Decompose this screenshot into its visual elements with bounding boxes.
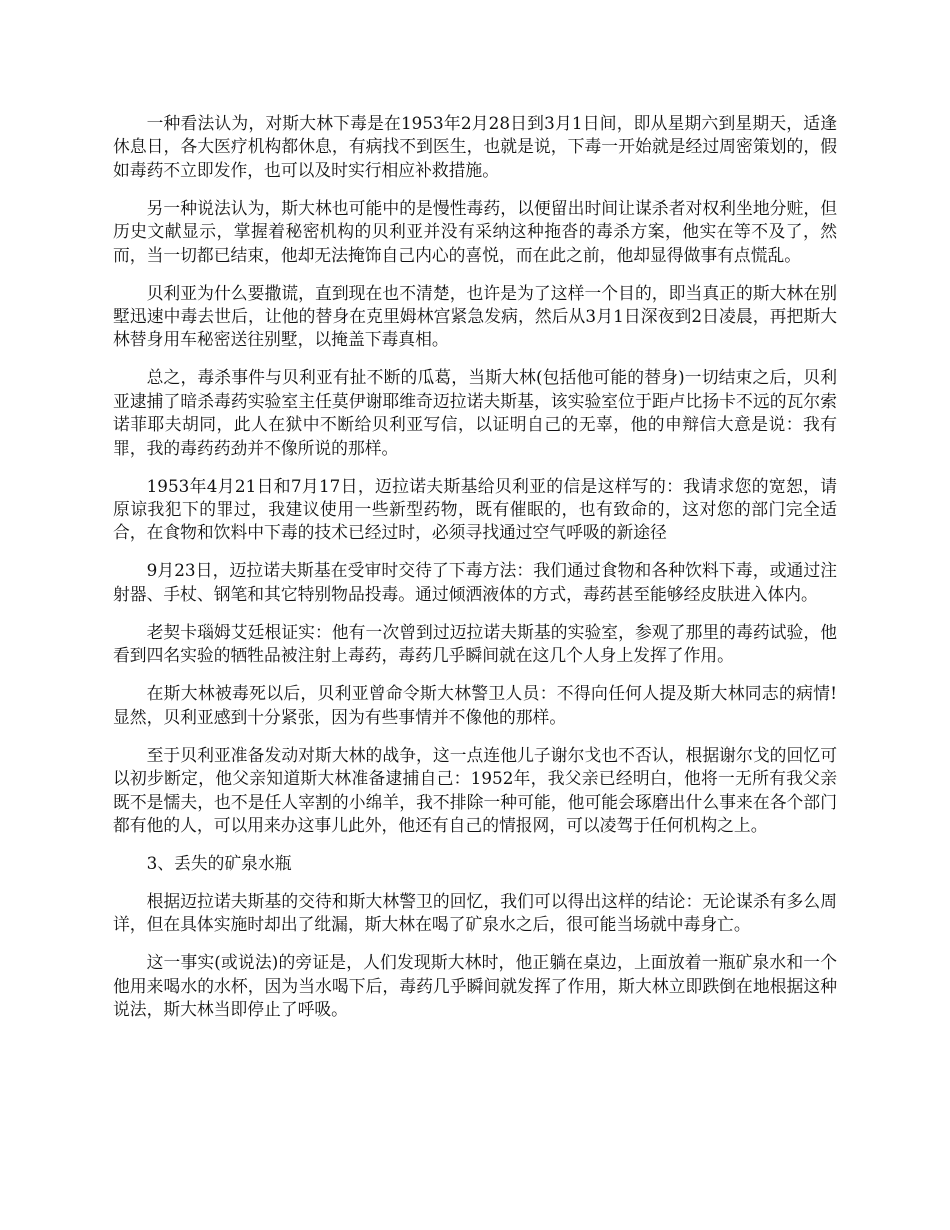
paragraph-5: 1953年4月21日和7月17日，迈拉诺夫斯基给贝利亚的信是这样写的：我请求您的宽恕，请原谅我犯下的罪过，我建议使用一些新型药物，既有催眠的，也有致命的，这对您的部门完全适合，在食物和饮料中下毒的技术已经过时，必须寻找通过空气呼吸的新途径	[113, 475, 837, 543]
paragraph-10: 根据迈拉诺夫斯基的交待和斯大林警卫的回忆，我们可以得出这样的结论：无论谋杀有多么周详，但在具体实施时却出了纰漏，斯大林在喝了矿泉水之后，很可能当场就中毒身亡。	[113, 890, 837, 935]
paragraph-1: 一种看法认为，对斯大林下毒是在1953年2月28日到3月1日间，即从星期六到星期天，适逢休息日，各大医疗机构都休息，有病找不到医生，也就是说，下毒一开始就是经过周密策划的，假如毒药不立即发作，也可以及时实行相应补救措施。	[113, 113, 837, 180]
section-heading: 3、丢失的矿泉水瓶	[146, 852, 292, 873]
paragraph-9: 至于贝利亚准备发动对斯大林的战争，这一点连他儿子谢尔戈也不否认，根据谢尔戈的回忆可以初步断定，他父亲知道斯大林准备逮捕自己：1952年，我父亲已经明白，他将一无所有我父亲既不是懦夫，也不是任人宰割的小绵羊，我不排除一种可能，他可能会琢磨出什么事来在各个部门都有他的人，可以用来办这事儿此外，他还有自己的情报网，可以凌驾于任何机构之上。	[113, 744, 837, 835]
paragraph-11: 这一事实(或说法)的旁证是，人们发现斯大林时，他正躺在桌边，上面放着一瓶矿泉水和一个他用来喝水的水杯，因为当水喝下后，毒药几乎瞬间就发挥了作用，斯大林立即跌倒在地根据这种说法，斯大林当即停止了呼吸。	[113, 952, 837, 1020]
paragraph-2: 另一种说法认为，斯大林也可能中的是慢性毒药，以便留出时间让谋杀者对权利坐地分赃，但历史文献显示，掌握着秘密机构的贝利亚并没有采纳这种拖沓的毒杀方案，他实在等不及了，然而，当一切都已结束，他却无法掩饰自己内心的喜悦，而在此之前，他却显得做事有点慌乱。	[113, 197, 837, 265]
paragraph-3: 贝利亚为什么要撒谎，直到现在也不清楚，也许是为了这样一个目的，即当真正的斯大林在别墅迅速中毒去世后，让他的替身在克里姆林宫紧急发病，然后从3月1日深夜到2日凌晨，再把斯大林替身用车秘密送往别墅，以掩盖下毒真相。	[113, 282, 837, 350]
paragraph-4: 总之，毒杀事件与贝利亚有扯不断的瓜葛，当斯大林(包括他可能的替身)一切结束之后，贝利亚逮捕了暗杀毒药实验室主任莫伊谢耶维奇迈拉诺夫斯基，该实验室位于距卢比扬卡不远的瓦尔索诺菲耶夫胡同，此人在狱中不断给贝利亚写信，以证明自己的无辜，他的申辩信大意是说：我有罪，我的毒药药劲并不像所说的那样。	[113, 367, 837, 458]
paragraph-6: 9月23日，迈拉诺夫斯基在受审时交待了下毒方法：我们通过食物和各种饮料下毒，或通过注射器、手杖、钢笔和其它特别物品投毒。通过倾洒液体的方式，毒药甚至能够经皮肤进入体内。	[113, 560, 837, 604]
document-page	[113, 112, 837, 1036]
paragraph-8: 在斯大林被毒死以后，贝利亚曾命令斯大林警卫人员：不得向任何人提及斯大林同志的病情!显然，贝利亚感到十分紧张，因为有些事情并不像他的那样。	[113, 683, 837, 727]
paragraph-7: 老契卡瑙姆艾廷根证实：他有一次曾到过迈拉诺夫斯基的实验室，参观了那里的毒药试验，他看到四名实验的牺牲品被注射上毒药，毒药几乎瞬间就在这几个人身上发挥了作用。	[113, 621, 837, 666]
